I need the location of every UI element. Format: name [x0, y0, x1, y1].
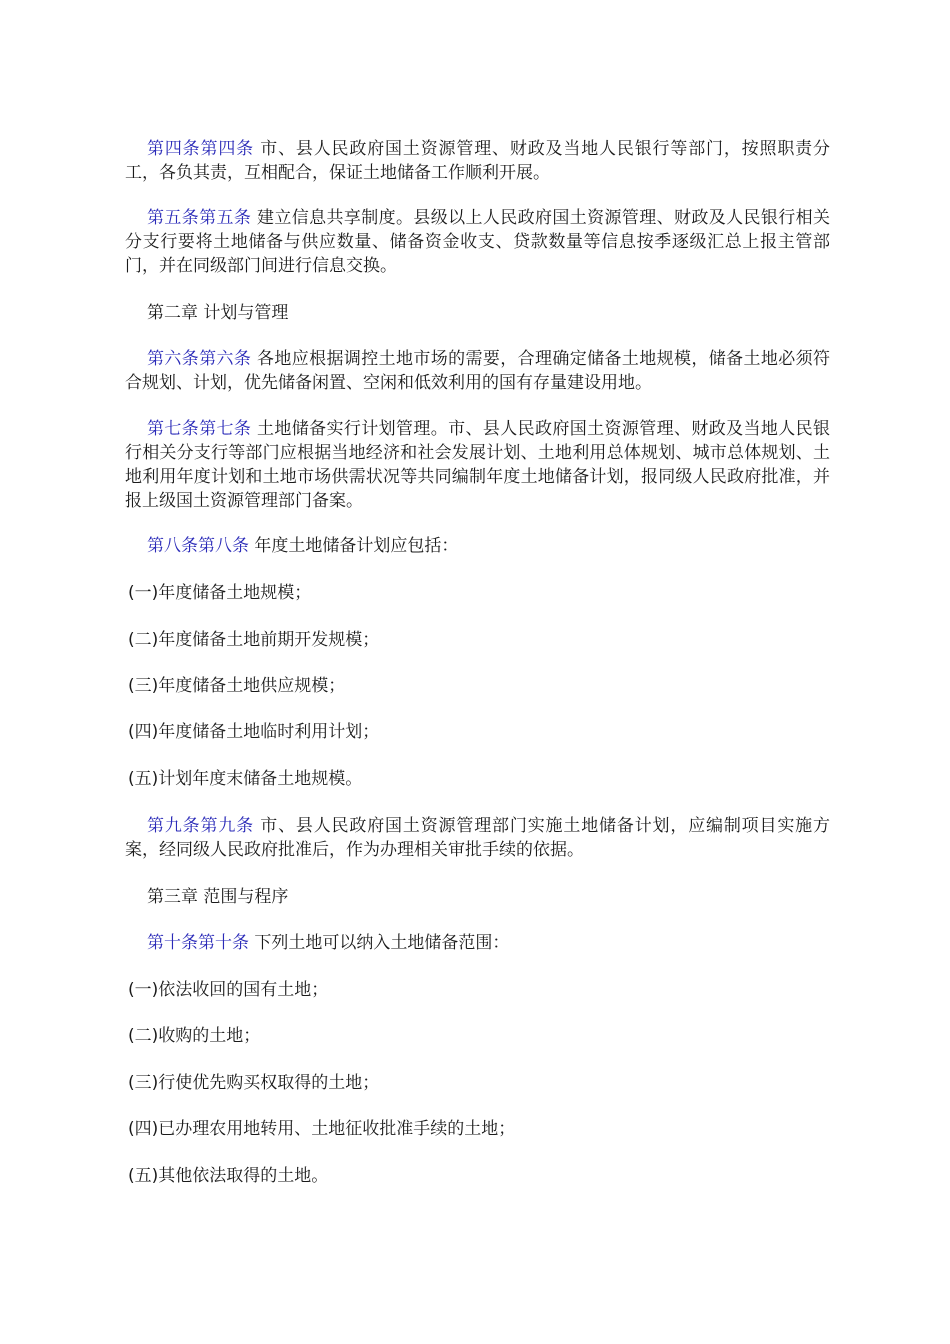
- plan-item-2: (二)年度储备土地前期开发规模；: [128, 630, 380, 650]
- chapter-3-heading: 第三章 范围与程序: [147, 887, 289, 907]
- article-9: [125, 814, 830, 862]
- plan-item-5: (五)计划年度末储备土地规模。: [128, 769, 363, 789]
- article-7-text: 土地储备实行计划管理。市、县人民政府国土资源管理、财政及当地人民银行相关分支行等部门应根据当地经济和社会发展计划、土地利用总体规划、城市总体规划、土地利用年度计划和土地市场供需状况等共同编制年度土地储备计划，报同级人民政府批准，并报上级国土资源管理部门备案。: [125, 419, 831, 511]
- scope-item-3: (三)行使优先购买权取得的土地；: [128, 1073, 380, 1093]
- article-6-text: 各地应根据调控土地市场的需要，合理确定储备土地规模，储备土地必须符合规划、计划，优先储备闲置、空闲和低效利用的国有存量建设用地。: [125, 349, 831, 393]
- plan-item-1: (一)年度储备土地规模；: [128, 583, 312, 603]
- article-5-text: 建立信息共享制度。县级以上人民政府国土资源管理、财政及人民银行相关分支行要将土地储备与供应数量、储备资金收支、贷款数量等信息按季逐级汇总上报主管部门，并在同级部门间进行信息交换。: [125, 208, 831, 276]
- article-8: [125, 534, 830, 558]
- article-6-title: 第六条第六条: [147, 349, 252, 369]
- article-5: [125, 206, 830, 278]
- article-4: [125, 137, 830, 185]
- article-9-title: 第九条第九条: [147, 816, 254, 836]
- article-7-title: 第七条第七条: [147, 419, 252, 439]
- scope-item-1: (一)依法收回的国有土地；: [128, 980, 329, 1000]
- article-6: [125, 347, 830, 395]
- article-5-title: 第五条第五条: [147, 208, 252, 228]
- article-4-title: 第四条第四条: [147, 139, 254, 159]
- article-4-text: 市、县人民政府国土资源管理、财政及当地人民银行等部门，按照职责分工，各负其责，互相配合，保证土地储备工作顺利开展。: [125, 139, 831, 183]
- article-9-text: 市、县人民政府国土资源管理部门实施土地储备计划，应编制项目实施方案，经同级人民政府批准后，作为办理相关审批手续的依据。: [125, 816, 831, 860]
- plan-item-4: (四)年度储备土地临时利用计划；: [128, 722, 380, 742]
- scope-item-2: (二)收购的土地；: [128, 1026, 261, 1046]
- scope-item-5: (五)其他依法取得的土地。: [128, 1166, 329, 1186]
- article-10: [125, 931, 830, 955]
- article-10-title: 第十条第十条: [147, 933, 249, 953]
- article-8-title: 第八条第八条: [147, 536, 249, 556]
- article-7: [125, 417, 830, 513]
- article-10-text: 下列土地可以纳入土地储备范围：: [249, 933, 510, 953]
- scope-item-4: (四)已办理农用地转用、土地征收批准手续的土地；: [128, 1119, 516, 1139]
- plan-item-3: (三)年度储备土地供应规模；: [128, 676, 346, 696]
- article-8-text: 年度土地储备计划应包括：: [249, 536, 459, 556]
- chapter-2-heading: 第二章 计划与管理: [147, 303, 289, 323]
